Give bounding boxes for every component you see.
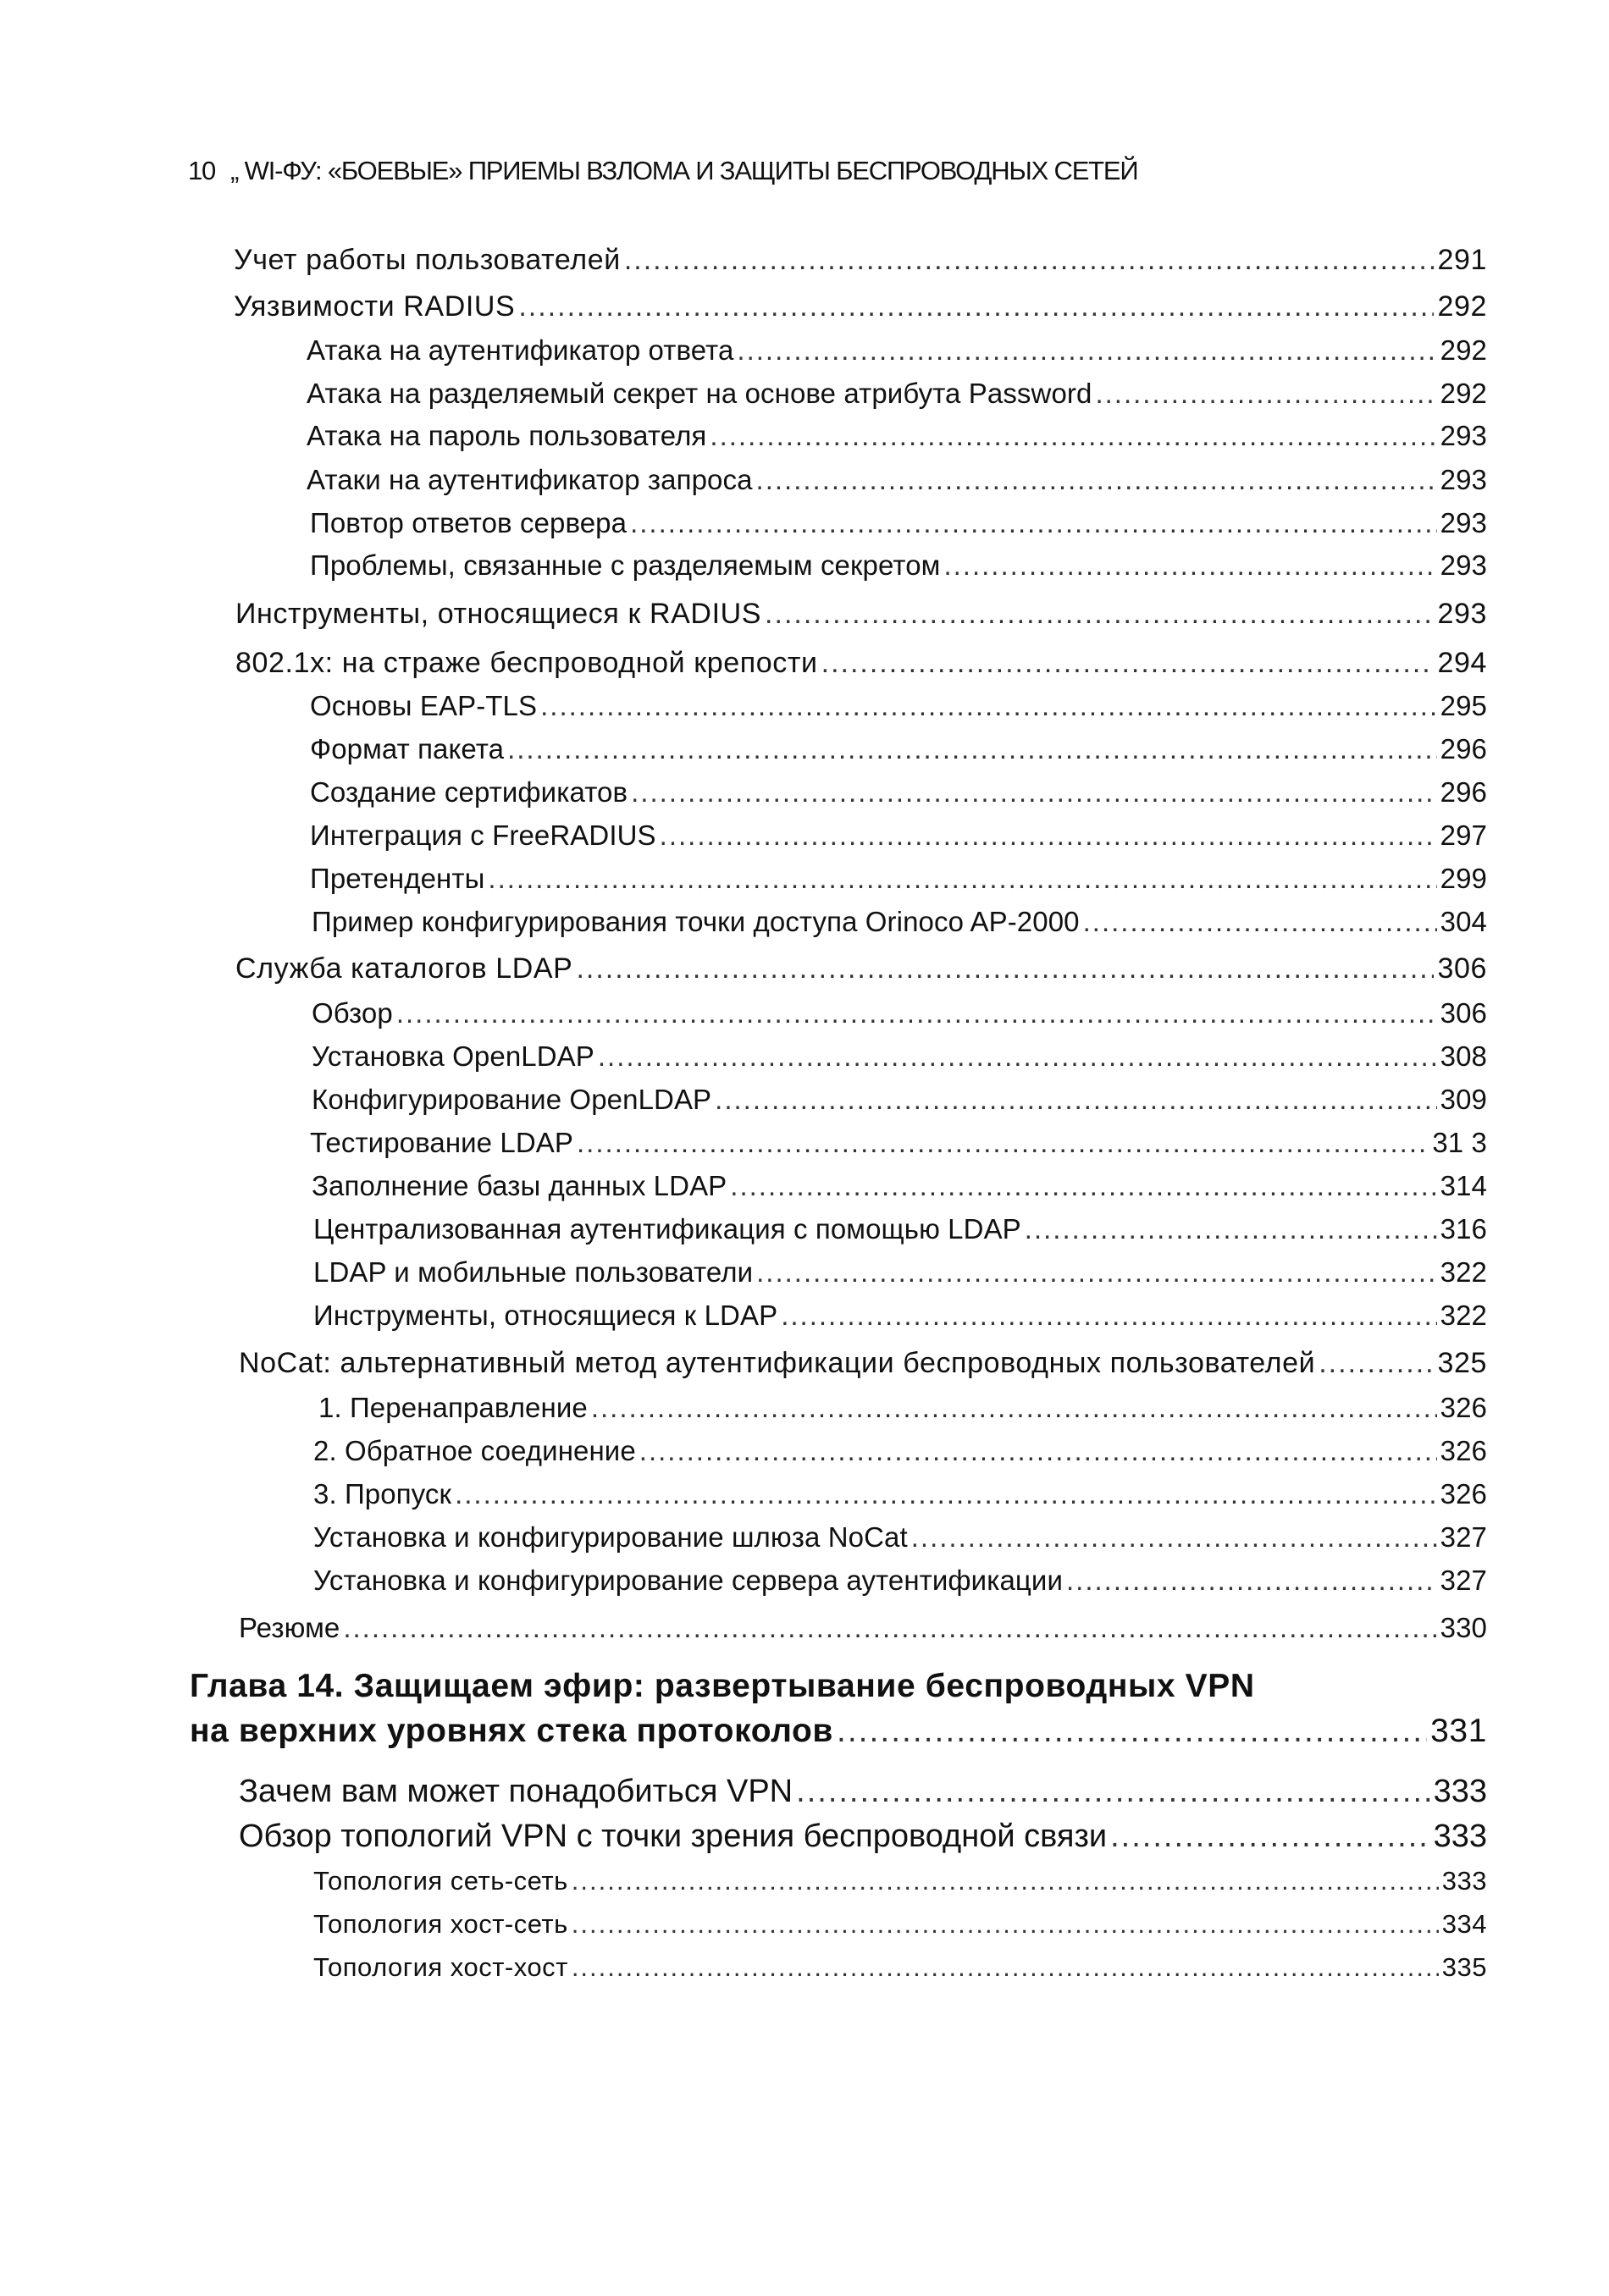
toc-entry-page: 316 <box>1440 1213 1487 1245</box>
toc-entry[interactable] <box>313 1213 1487 1245</box>
toc-entry[interactable] <box>312 906 1487 938</box>
toc-entry[interactable] <box>235 952 1487 985</box>
toc-entry-title: Обзор топологий VPN с точки зрения беспроводной связи <box>239 1819 1108 1854</box>
toc-entry-page: 326 <box>1440 1435 1487 1466</box>
toc-entry-page: 293 <box>1440 507 1487 538</box>
toc-entry-page: 306 <box>1440 997 1487 1029</box>
toc-entry-page: 292 <box>1440 378 1487 409</box>
toc-entry-page: 333 <box>1441 1866 1487 1896</box>
running-header <box>188 156 1137 186</box>
toc-entry-title: 802.1x: на страже беспроводной крепости <box>235 647 818 679</box>
toc-entry[interactable] <box>310 1127 1487 1159</box>
toc-entry-page: 334 <box>1441 1909 1487 1939</box>
toc-entry-title: 1. Перенаправление <box>318 1392 588 1423</box>
toc-entry-title: Централизованная аутентификация с помощью LDAP <box>313 1213 1021 1245</box>
toc-entry[interactable] <box>313 1300 1487 1332</box>
toc-entry-title: Пример конфигурирования точки доступа Orinoco AP-2000 <box>312 906 1080 937</box>
toc-entry[interactable] <box>234 290 1487 323</box>
toc-entry-title: 2. Обратное соединение <box>313 1435 636 1466</box>
toc-entry[interactable] <box>313 1521 1487 1554</box>
toc-entry[interactable] <box>234 244 1487 277</box>
toc-entry-page: 295 <box>1440 690 1487 721</box>
toc-entry[interactable] <box>310 820 1487 852</box>
toc-entry-title: Проблемы, связанные с разделяемым секретом <box>310 549 941 581</box>
chapter-entry[interactable] <box>190 1713 1487 1750</box>
toc-entry-page: 314 <box>1440 1170 1487 1201</box>
toc-entry[interactable] <box>312 1084 1487 1116</box>
toc-entry[interactable] <box>307 334 1487 367</box>
toc-entry-title: Зачем вам может понадобиться VPN <box>239 1774 793 1809</box>
toc-entry-page: 322 <box>1440 1256 1487 1288</box>
toc-entry-title: Служба каталогов LDAP <box>235 952 573 985</box>
toc-entry-title: Уязвимости RADIUS <box>234 290 516 323</box>
toc-entry[interactable] <box>313 1435 1487 1467</box>
toc-entry-title: Атаки на аутентификатор запроса <box>307 464 753 495</box>
toc-entry-title: Атака на аутентификатор ответа <box>307 334 734 366</box>
toc-entry[interactable] <box>310 733 1487 765</box>
toc-entry-title: Создание сертификатов <box>310 776 628 808</box>
toc-entry[interactable] <box>313 1565 1487 1597</box>
toc-entry-page: 326 <box>1440 1478 1487 1510</box>
toc-entry-page: 293 <box>1437 598 1487 630</box>
toc-entry[interactable] <box>310 776 1487 809</box>
toc-entry[interactable] <box>312 1170 1487 1202</box>
toc-entry-page: 327 <box>1440 1521 1487 1553</box>
toc-entry-page: 333 <box>1433 1819 1487 1854</box>
toc-entry-title: Атака на пароль пользователя <box>307 420 707 451</box>
toc-entry-page: 31 3 <box>1432 1127 1487 1158</box>
toc-entry[interactable] <box>313 1478 1487 1510</box>
toc-entry-title: Установка OpenLDAP <box>312 1040 594 1072</box>
toc-entry-title: LDAP и мобильные пользователи <box>313 1256 754 1288</box>
toc-entry-title: Инструменты, относящиеся к LDAP <box>313 1300 778 1331</box>
toc-entry-page: 335 <box>1441 1952 1487 1982</box>
toc-entry-page: 327 <box>1440 1565 1487 1596</box>
toc-entry-page: 306 <box>1437 952 1487 985</box>
toc-entry-page: 304 <box>1440 906 1487 937</box>
toc-entry-title: Установка и конфигурирование шлюза NoCat <box>313 1521 908 1553</box>
toc-entry[interactable] <box>239 1612 1487 1644</box>
toc-entry-page: 293 <box>1440 420 1487 451</box>
toc-entry-title: Топология хост-сеть <box>313 1909 568 1939</box>
toc-entry[interactable] <box>310 863 1487 895</box>
toc-entry-page: 296 <box>1440 776 1487 808</box>
toc-entry-page: 291 <box>1437 244 1487 276</box>
toc-entry-page: 293 <box>1440 464 1487 495</box>
toc-entry-title: Претенденты <box>310 863 485 894</box>
toc-entry[interactable] <box>318 1392 1487 1424</box>
toc-entry-page: 325 <box>1437 1347 1487 1379</box>
toc-entry[interactable] <box>239 1774 1487 1810</box>
toc-entry-page: 326 <box>1440 1392 1487 1423</box>
toc-entry[interactable] <box>239 1347 1487 1380</box>
toc-entry-title: Повтор ответов сервера <box>310 507 628 538</box>
toc-entry[interactable] <box>235 647 1487 680</box>
toc-entry[interactable] <box>310 690 1487 722</box>
page-number: 10 <box>188 156 216 185</box>
toc-entry-page: 299 <box>1440 863 1487 894</box>
toc-entry[interactable] <box>307 464 1487 496</box>
toc-entry[interactable] <box>313 1256 1487 1289</box>
toc-entry-page: 309 <box>1440 1084 1487 1115</box>
toc-entry-title: Резюме <box>239 1612 340 1643</box>
toc-entry-page: 297 <box>1440 820 1487 851</box>
toc-entry-title: Тестирование LDAP <box>310 1127 574 1158</box>
toc-entry-page: 322 <box>1440 1300 1487 1331</box>
toc-entry-title: Формат пакета <box>310 733 505 764</box>
toc-entry-page: 330 <box>1440 1612 1487 1643</box>
toc-entry-page: 292 <box>1437 290 1487 323</box>
toc-entry-page: 308 <box>1440 1040 1487 1072</box>
toc-entry[interactable] <box>235 598 1487 631</box>
chapter-title-line2: на верхних уровнях стека протоколов <box>190 1713 834 1749</box>
toc-entry[interactable] <box>239 1819 1487 1855</box>
toc-entry-title: Обзор <box>312 997 393 1029</box>
toc-entry-title: 3. Пропуск <box>313 1478 452 1510</box>
toc-entry-title: Атака на разделяемый секрет на основе атрибута Password <box>307 378 1092 409</box>
toc-entry[interactable] <box>312 997 1487 1029</box>
toc-entry-page: 293 <box>1440 549 1487 581</box>
toc-entry-title: Конфигурирование OpenLDAP <box>312 1084 712 1115</box>
toc-entry-page: 292 <box>1440 334 1487 366</box>
toc-entry-title: Учет работы пользователей <box>234 244 621 276</box>
book-title: „ WI-ФУ: «БОЕВЫЕ» ПРИЕМЫ ВЗЛОМА И ЗАЩИТЫ БЕСПРОВОДНЫХ СЕТЕЙ <box>230 156 1138 185</box>
toc-entry[interactable] <box>312 1040 1487 1073</box>
chapter-title-line1: Глава 14. Защищаем эфир: развертывание беспроводных VPN <box>190 1668 1255 1704</box>
toc-entry[interactable] <box>313 1909 1487 1940</box>
toc-entry-title: Установка и конфигурирование сервера аутентификации <box>313 1565 1063 1596</box>
toc-entry-title: Топология сеть-сеть <box>313 1866 568 1896</box>
toc-entry[interactable] <box>313 1866 1487 1896</box>
chapter-page: 331 <box>1430 1713 1487 1749</box>
toc-entry-page: 294 <box>1437 647 1487 679</box>
toc-entry-title: Интеграция с FreeRADIUS <box>310 820 656 851</box>
toc-entry-title: Заполнение базы данных LDAP <box>312 1170 727 1201</box>
toc-entry-page: 296 <box>1440 733 1487 764</box>
toc-entry-title: NoCat: альтернативный метод аутентификации беспроводных пользователей <box>239 1347 1316 1379</box>
toc-entry-title: Инструменты, относящиеся к RADIUS <box>235 598 762 630</box>
toc-entry-title: Топология хост-хост <box>313 1952 568 1982</box>
toc-entry[interactable] <box>307 420 1487 452</box>
toc-entry[interactable] <box>310 507 1487 539</box>
toc-entry[interactable] <box>310 549 1487 582</box>
toc-entry-page: 333 <box>1433 1774 1487 1809</box>
toc-entry[interactable] <box>313 1952 1487 1983</box>
toc-entry-title: Основы EAP-TLS <box>310 690 538 721</box>
toc-entry[interactable] <box>307 378 1487 410</box>
